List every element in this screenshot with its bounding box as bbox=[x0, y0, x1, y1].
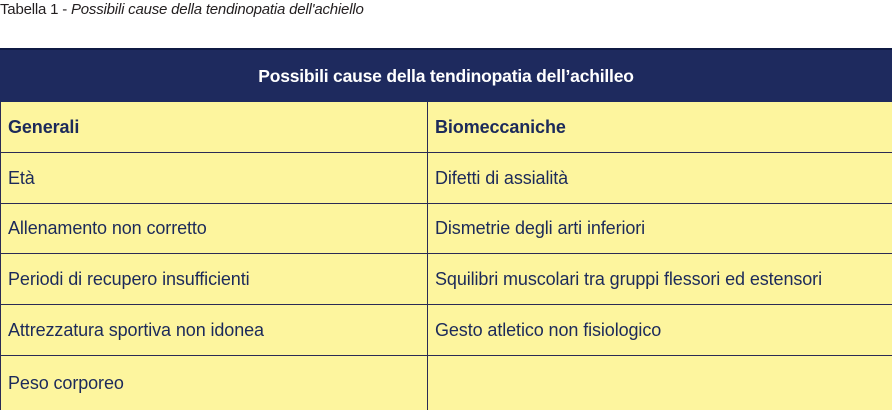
table-cell: Attrezzatura sportiva non idonea bbox=[8, 319, 264, 340]
table-cell: Età bbox=[8, 167, 35, 188]
table-cell: Difetti di assialità bbox=[435, 167, 569, 188]
table-title-row bbox=[0, 48, 892, 102]
column-header-biomeccaniche: Biomeccaniche bbox=[435, 116, 566, 137]
table-header-row bbox=[0, 102, 892, 153]
table-row bbox=[0, 204, 892, 254]
table-cell: Peso corporeo bbox=[8, 372, 124, 393]
table-row bbox=[0, 153, 892, 204]
column-divider bbox=[427, 102, 428, 410]
table-caption bbox=[0, 0, 364, 22]
table-left-border bbox=[0, 102, 1, 410]
table-row bbox=[0, 356, 892, 410]
table-title: Possibili cause della tendinopatia dell’achilleo bbox=[258, 66, 634, 86]
caption-prefix: Tabella 1 - bbox=[0, 1, 71, 18]
table-row bbox=[0, 254, 892, 305]
table-cell: Squilibri muscolari tra gruppi flessori ed estensori bbox=[435, 268, 822, 289]
column-header-generali: Generali bbox=[8, 116, 80, 137]
table-cell: Dismetrie degli arti inferiori bbox=[435, 218, 646, 238]
causes-table bbox=[0, 48, 892, 410]
table-cell: Allenamento non corretto bbox=[8, 218, 207, 238]
table-cell: Periodi di recupero insufficienti bbox=[8, 268, 250, 289]
table-cell bbox=[428, 356, 892, 410]
table-cell: Gesto atletico non fisiologico bbox=[435, 319, 662, 340]
table-row bbox=[0, 305, 892, 356]
caption-title: Possibili cause della tendinopatia dell'achiello bbox=[70, 1, 364, 18]
